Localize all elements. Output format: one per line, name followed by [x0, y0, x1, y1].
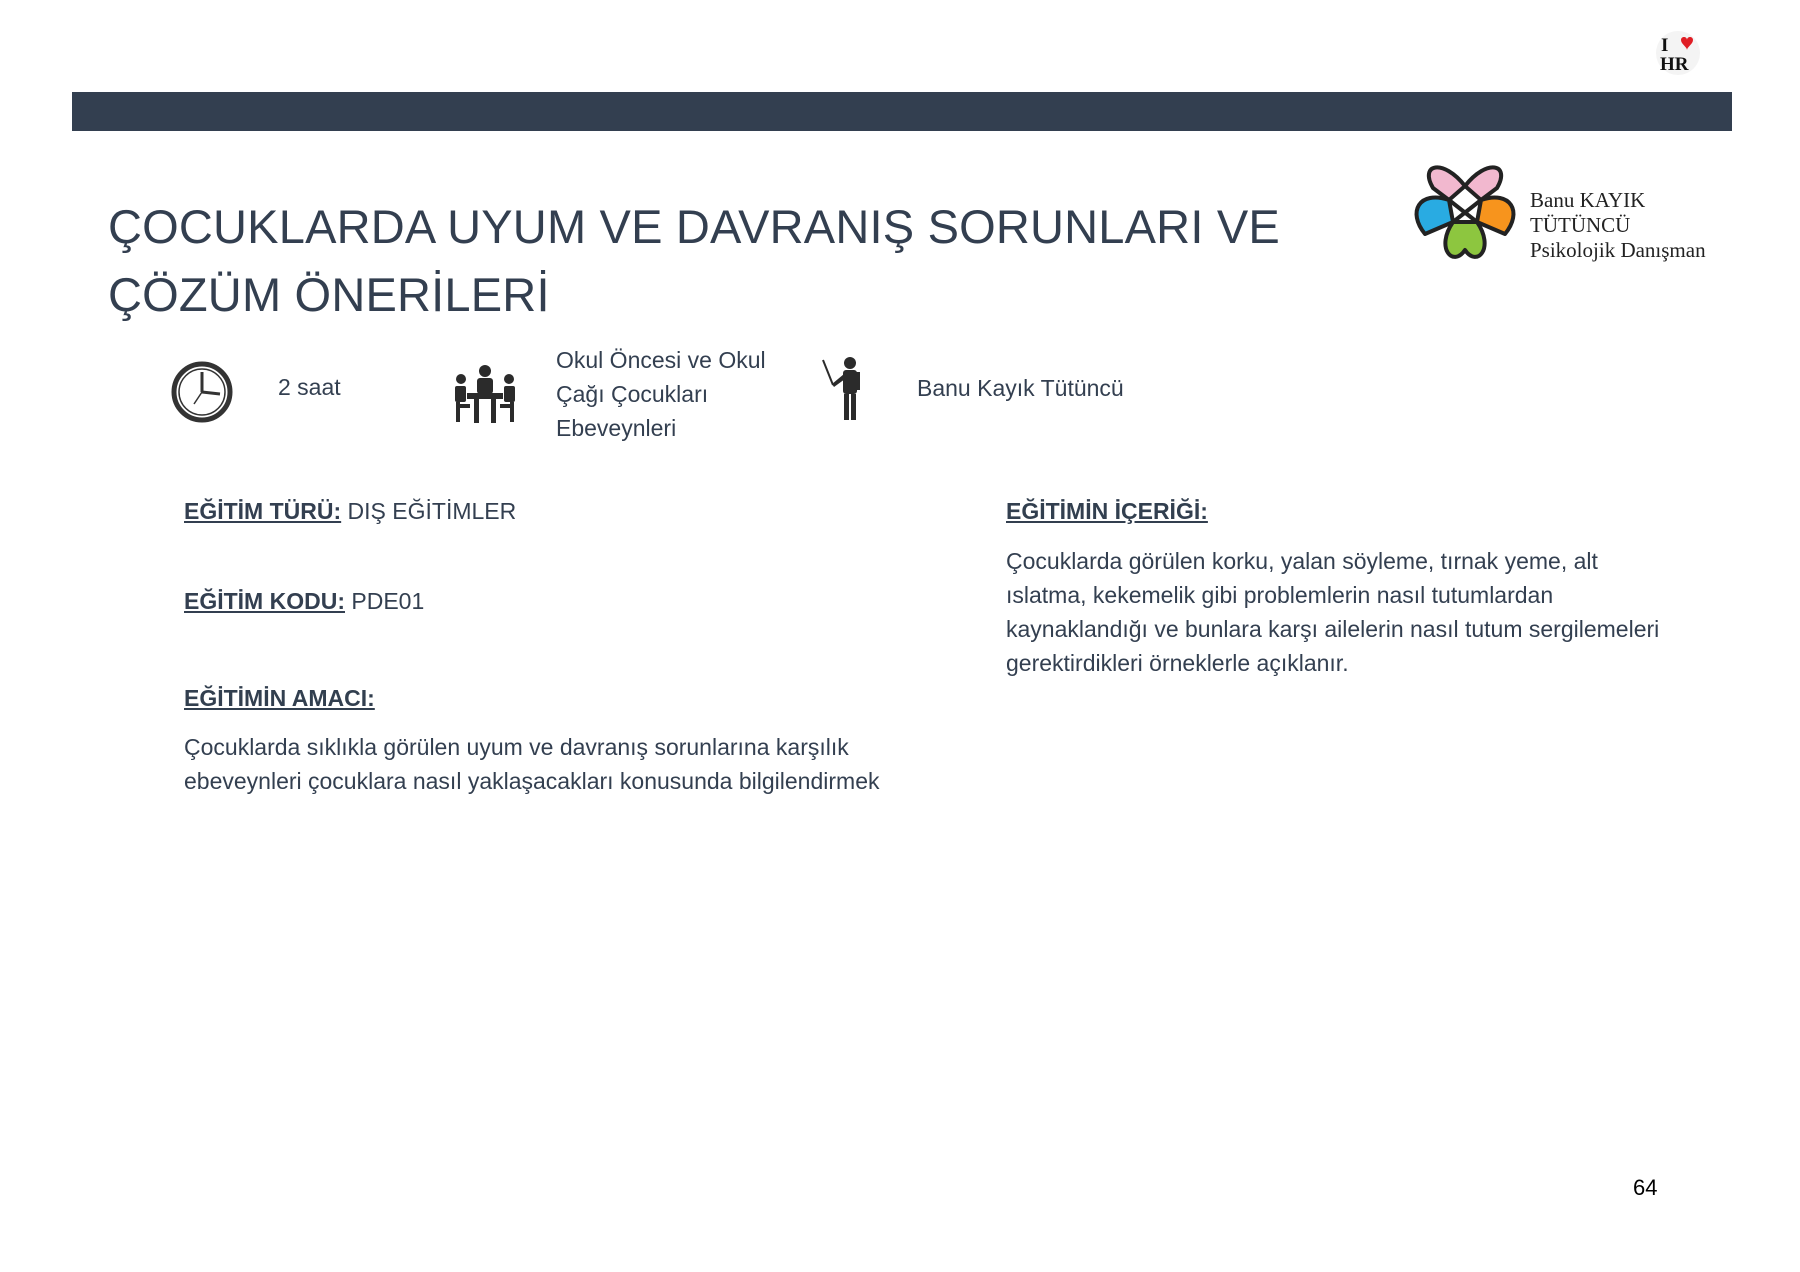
audience-line: Ebeveynleri [556, 415, 677, 441]
audience-line: Okul Öncesi ve Okul [556, 347, 766, 373]
content-heading: EĞİTİMİN İÇERİĞİ: [1006, 498, 1208, 524]
training-type [184, 494, 944, 528]
training-type-label: EĞİTİM TÜRÜ: [184, 498, 342, 524]
training-type-value: DIŞ EĞİTİMLER [341, 498, 517, 524]
svg-text:Banu KAYIK: Banu KAYIK [1530, 188, 1646, 212]
clock-icon [170, 360, 234, 424]
page-title: ÇOCUKLARDA UYUM VE DAVRANIŞ SORUNLARI VE ÇÖZÜM ÖNERİLERİ [108, 200, 1280, 321]
audience-text [556, 343, 786, 445]
svg-text:I: I [1661, 35, 1669, 56]
content-line: ıslatma, kekemelik gibi problemlerin nasıl tutumlardan [1006, 582, 1554, 608]
training-code-label: EĞİTİM KODU: [184, 588, 345, 614]
svg-text:Psikolojik Danışman: Psikolojik Danışman [1530, 238, 1706, 262]
svg-text:HR: HR [1660, 54, 1689, 75]
header-bar [72, 92, 1732, 131]
purpose-paragraph [184, 730, 944, 798]
content-line: kaynaklandığı ve bunlara karşı ailelerin nasıl tutum sergilemeleri [1006, 616, 1660, 642]
duration-text: 2 saat [278, 374, 341, 400]
presenter-icon [820, 356, 866, 422]
left-column [184, 494, 944, 798]
clover-logo-icon [1417, 167, 1514, 257]
audience-line: Çağı Çocukları [556, 381, 709, 407]
purpose-line: ebeveynleri çocuklara nasıl yaklaşacakları konusunda bilgilendirmek [184, 768, 880, 794]
consultant-logo [1405, 150, 1727, 278]
training-code [184, 584, 944, 618]
right-column [1006, 494, 1706, 680]
training-code-value: PDE01 [345, 588, 425, 614]
meeting-icon [452, 362, 518, 424]
content-line: gerektirdikleri örneklerle açıklanır. [1006, 650, 1349, 676]
content-line: Çocuklarda görülen korku, yalan söyleme, tırnak yeme, alt [1006, 548, 1598, 574]
content-paragraph [1006, 544, 1706, 680]
purpose-heading: EĞİTİMİN AMACI: [184, 685, 375, 711]
instructor-text: Banu Kayık Tütüncü [917, 375, 1124, 401]
page-number: 64 [1633, 1175, 1658, 1200]
i-love-hr-badge [1650, 28, 1706, 78]
purpose-line: Çocuklarda sıklıkla görülen uyum ve davranış sorunlarına karşılık [184, 734, 849, 760]
svg-text:TÜTÜNCÜ: TÜTÜNCÜ [1530, 213, 1631, 237]
